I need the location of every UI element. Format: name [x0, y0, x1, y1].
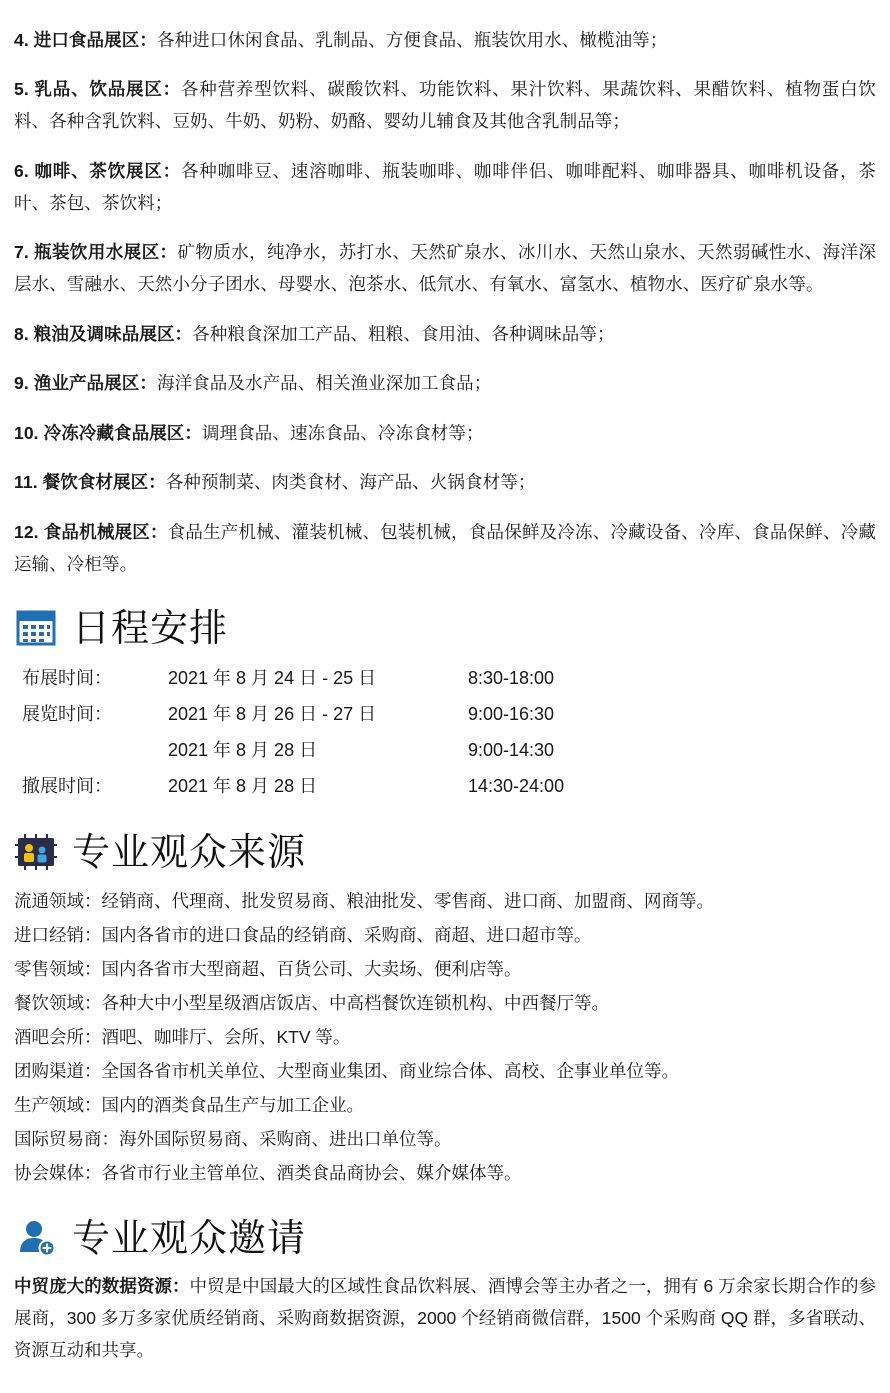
audience-group-icon [14, 830, 58, 874]
list-item [14, 73, 876, 137]
list-item [14, 516, 876, 580]
zone-body: 海洋食品及水产品、相关渔业深加工食品； [156, 373, 492, 393]
calendar-icon [14, 606, 58, 650]
schedule-time: 9:00-16:30 [468, 703, 555, 724]
audience-value: 各种大中小型星级酒店饭店、中高档餐饮连锁机构、中西餐厅等。 [101, 992, 609, 1013]
invitation-lead: 中贸庞大的数据资源： [14, 1275, 190, 1296]
list-item [14, 236, 876, 300]
schedule-label: 展览时间： [22, 703, 112, 724]
invitation-section-header [14, 1216, 876, 1260]
audience-value: 酒吧、咖啡厅、会所、KTV 等。 [101, 1026, 351, 1047]
list-item [14, 1156, 876, 1190]
list-item [14, 466, 876, 498]
schedule-time: 9:00-14:30 [468, 739, 555, 760]
list-item [14, 1088, 876, 1122]
zone-body: 矿物质水，纯净水，苏打水、天然矿泉水、冰川水、天然山泉水、天然弱碱性水、海洋深层水、雪融水、天然小分子团水、母婴水、泡茶水、低氘水、有氧水、富氢水、植物水、医疗矿泉水等。 [14, 242, 876, 294]
zone-body: 各种咖啡豆、速溶咖啡、瓶装咖啡、咖啡伴侣、咖啡配料、咖啡器具、咖啡机设备，茶叶、茶包、茶饮料； [14, 160, 877, 213]
table-row [22, 732, 668, 768]
list-item [14, 884, 876, 918]
audience-source-list [14, 884, 876, 1190]
audience-label: 餐饮领域： [14, 992, 102, 1013]
person-add-icon [14, 1216, 58, 1260]
list-item [14, 417, 876, 449]
audience-value: 国内各省市的进口食品的经销商、采购商、商超、进口超市等。 [101, 924, 592, 945]
section-title: 日程安排 [72, 605, 229, 650]
zone-body: 各种预制菜、肉类食材、海产品、火锅食材等； [165, 472, 536, 492]
schedule-label: 布展时间： [22, 667, 112, 688]
list-item [14, 918, 876, 952]
audience-label: 国际贸易商： [14, 1128, 119, 1149]
audience-label: 零售领域： [14, 958, 102, 979]
audience-section-header [14, 830, 876, 874]
schedule-date: 2021 年 8 月 24 日 - 25 日 [168, 667, 377, 688]
exhibit-zone-list [14, 24, 876, 580]
schedule-section-header [14, 606, 876, 650]
zone-body: 各种进口休闲食品、乳制品、方便食品、瓶装饮用水、橄榄油等； [156, 29, 668, 50]
audience-label: 团购渠道： [14, 1060, 102, 1081]
audience-value: 海外国际贸易商、采购商、进出口单位等。 [119, 1128, 452, 1149]
audience-value: 经销商、代理商、批发贸易商、粮油批发、零售商、进口商、加盟商、网商等。 [101, 890, 714, 911]
table-row [22, 768, 668, 804]
zone-heading: 9. 渔业产品展区： [14, 373, 157, 393]
zone-heading: 12. 食品机械展区： [14, 521, 168, 542]
audience-label: 进口经销： [14, 924, 102, 945]
zone-heading: 10. 冷冻冷藏食品展区： [14, 422, 202, 443]
zone-heading: 11. 餐饮食材展区： [14, 472, 166, 492]
zone-heading: 5. 乳品、饮品展区： [14, 79, 181, 99]
section-title: 专业观众来源 [72, 829, 307, 874]
list-item [14, 24, 876, 56]
zone-body: 调理食品、速冻食品、冷冻食材等； [202, 422, 484, 443]
schedule-label [22, 732, 168, 768]
zone-body: 各种营养型饮料、碳酸饮料、功能饮料、果汁饮料、果蔬饮料、果醋饮料、植物蛋白饮料、各种含乳饮料、豆奶、牛奶、奶粉、奶酪、婴幼儿辅食及其他含乳制品等； [14, 79, 877, 131]
section-title: 专业观众邀请 [72, 1215, 307, 1260]
audience-value: 国内的酒类食品生产与加工企业。 [101, 1094, 364, 1115]
zone-heading: 7. 瓶装饮用水展区： [14, 242, 178, 262]
audience-label: 酒吧会所： [14, 1026, 102, 1047]
audience-value: 各省市行业主管单位、酒类食品商协会、媒介媒体等。 [101, 1162, 522, 1183]
schedule-date: 2021 年 8 月 28 日 [168, 775, 318, 796]
zone-heading: 6. 咖啡、茶饮展区： [14, 160, 181, 181]
audience-value: 全国各省市机关单位、大型商业集团、商业综合体、高校、企事业单位等。 [101, 1060, 679, 1081]
audience-label: 协会媒体： [14, 1162, 102, 1183]
zone-body: 各种粮食深加工产品、粗粮、食用油、各种调味品等； [192, 323, 615, 344]
zone-heading: 4. 进口食品展区： [14, 29, 157, 50]
schedule-date: 2021 年 8 月 26 日 - 27 日 [168, 703, 377, 724]
list-item [14, 1122, 876, 1156]
table-row [22, 660, 668, 696]
list-item [14, 1054, 876, 1088]
audience-value: 国内各省市大型商超、百货公司、大卖场、便利店等。 [101, 958, 522, 979]
table-row [22, 696, 668, 732]
schedule-label: 撤展时间： [22, 775, 112, 796]
zone-body: 食品生产机械、灌装机械、包装机械，食品保鲜及冷冻、冷藏设备、冷库、食品保鲜、冷藏运输、冷柜等。 [14, 521, 877, 574]
list-item [14, 318, 876, 350]
schedule-time: 8:30-18:00 [468, 667, 555, 688]
audience-label: 生产领域： [14, 1094, 102, 1115]
schedule-date: 2021 年 8 月 28 日 [168, 739, 318, 760]
invitation-body: 中贸是中国最大的区域性食品饮料展、酒博会等主办者之一，拥有 6 万余家长期合作的参展商，300 多万多家优质经销商、采购商数据资源，2000 个经销商微信群，1500 个采购商 QQ 群，多省联动、资源互动和共享。 [14, 1275, 876, 1360]
list-item [14, 367, 876, 399]
schedule-time: 14:30-24:00 [468, 775, 565, 796]
invitation-paragraph [14, 1270, 876, 1366]
schedule-table [22, 660, 668, 804]
zone-heading: 8. 粮油及调味品展区： [14, 323, 193, 344]
list-item [14, 155, 876, 219]
list-item [14, 986, 876, 1020]
audience-label: 流通领域： [14, 890, 102, 911]
list-item [14, 1020, 876, 1054]
list-item [14, 952, 876, 986]
